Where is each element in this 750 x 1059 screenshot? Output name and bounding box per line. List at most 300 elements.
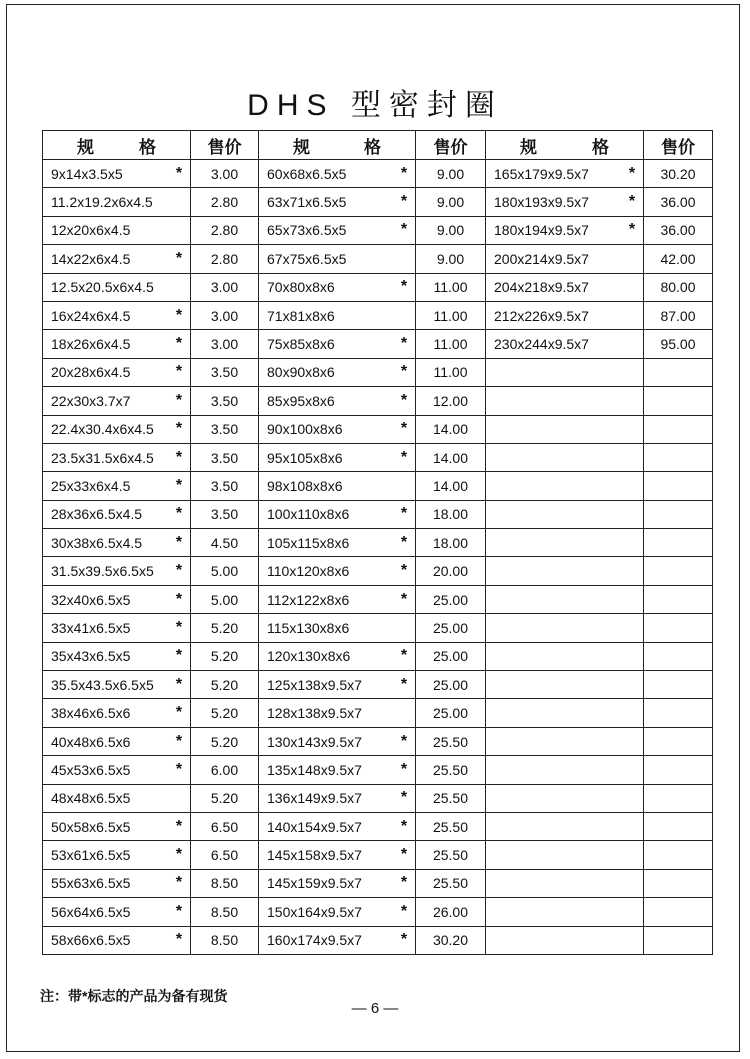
table-row <box>43 699 713 727</box>
stock-star-icon: * <box>175 363 183 381</box>
spec-cell <box>259 841 416 869</box>
price-cell <box>644 841 713 869</box>
price-cell: 9.00 <box>416 245 486 273</box>
table-row <box>43 301 713 329</box>
price-header: 售价 <box>416 131 486 160</box>
price-cell: 18.00 <box>416 500 486 528</box>
table-row <box>43 642 713 670</box>
spec-text: 22.4x30.4x6x4.5 <box>51 421 154 438</box>
price-cell: 42.00 <box>644 245 713 273</box>
price-cell: 2.80 <box>191 216 259 244</box>
price-cell: 6.50 <box>191 812 259 840</box>
stock-star-icon: * <box>175 760 183 778</box>
spec-cell <box>43 898 191 926</box>
price-cell: 25.00 <box>416 699 486 727</box>
price-cell: 6.00 <box>191 756 259 784</box>
spec-cell <box>486 671 644 699</box>
table-row <box>43 585 713 613</box>
spec-cell <box>259 188 416 216</box>
spec-cell <box>43 216 191 244</box>
price-cell: 36.00 <box>644 188 713 216</box>
stock-star-icon: * <box>175 533 183 551</box>
spec-cell <box>43 188 191 216</box>
spec-text: 120x130x8x6 <box>267 648 351 665</box>
spec-text: 130x143x9.5x7 <box>267 733 362 750</box>
spec-cell <box>259 415 416 443</box>
price-cell: 9.00 <box>416 188 486 216</box>
price-cell: 3.50 <box>191 358 259 386</box>
table-row <box>43 160 713 188</box>
spec-text: 25x33x6x4.5 <box>51 477 131 494</box>
spec-cell <box>486 699 644 727</box>
spec-text: 180x193x9.5x7 <box>494 194 589 211</box>
price-cell: 11.00 <box>416 273 486 301</box>
spec-cell <box>43 500 191 528</box>
table-row <box>43 529 713 557</box>
spec-text: 14x22x6x4.5 <box>51 250 131 267</box>
spec-cell <box>43 273 191 301</box>
spec-header: 规 格 <box>259 131 416 160</box>
price-cell: 18.00 <box>416 529 486 557</box>
spec-cell <box>486 529 644 557</box>
spec-text: 20x28x6x4.5 <box>51 364 131 381</box>
table-row <box>43 671 713 699</box>
price-cell <box>644 898 713 926</box>
table-row <box>43 330 713 358</box>
spec-text: 180x194x9.5x7 <box>494 222 589 239</box>
price-cell <box>644 756 713 784</box>
spec-cell <box>259 216 416 244</box>
price-cell: 25.50 <box>416 869 486 897</box>
price-cell <box>644 614 713 642</box>
page-title: DHS 型密封圈 <box>247 89 503 122</box>
spec-cell <box>43 585 191 613</box>
spec-text: 105x115x8x6 <box>267 534 350 551</box>
spec-text: 12.5x20.5x6x4.5 <box>51 279 154 296</box>
spec-cell <box>259 330 416 358</box>
spec-cell <box>43 160 191 188</box>
price-cell <box>644 642 713 670</box>
stock-star-icon: * <box>400 647 408 665</box>
spec-cell <box>486 245 644 273</box>
spec-text: 200x214x9.5x7 <box>494 250 589 267</box>
price-cell <box>644 585 713 613</box>
price-cell: 20.00 <box>416 557 486 585</box>
spec-text: 40x48x6.5x6 <box>51 733 131 750</box>
table-row <box>43 188 713 216</box>
price-cell: 3.00 <box>191 301 259 329</box>
price-cell: 25.00 <box>416 614 486 642</box>
spec-cell <box>486 330 644 358</box>
stock-star-icon: * <box>400 931 408 949</box>
spec-text: 32x40x6.5x5 <box>51 591 131 608</box>
spec-cell <box>486 301 644 329</box>
stock-star-icon: * <box>175 562 183 580</box>
spec-text: 18x26x6x4.5 <box>51 336 131 353</box>
stock-star-icon: * <box>175 164 183 182</box>
price-cell: 30.20 <box>416 926 486 954</box>
spec-text: 53x61x6.5x5 <box>51 847 131 864</box>
stock-star-icon: * <box>400 448 408 466</box>
spec-text: 30x38x6.5x4.5 <box>51 534 143 551</box>
table-row <box>43 273 713 301</box>
price-cell: 5.00 <box>191 557 259 585</box>
spec-text: 9x14x3.5x5 <box>51 165 123 182</box>
price-cell: 25.00 <box>416 642 486 670</box>
stock-star-icon: * <box>175 505 183 523</box>
spec-cell <box>259 358 416 386</box>
price-cell: 5.20 <box>191 784 259 812</box>
spec-cell <box>486 160 644 188</box>
spec-cell <box>43 642 191 670</box>
spec-cell <box>43 812 191 840</box>
price-cell: 3.00 <box>191 160 259 188</box>
spec-cell <box>259 671 416 699</box>
spec-text: 11.2x19.2x6x4.5 <box>51 194 153 211</box>
stock-star-icon: * <box>175 335 183 353</box>
spec-text: 55x63x6.5x5 <box>51 875 131 892</box>
table-row <box>43 216 713 244</box>
spec-text: 12x20x6x4.5 <box>51 222 131 239</box>
price-cell <box>644 671 713 699</box>
stock-note: 注：带*标志的产品为备有现货 <box>40 988 228 1004</box>
price-cell: 9.00 <box>416 160 486 188</box>
spec-cell <box>259 557 416 585</box>
stock-star-icon: * <box>175 618 183 636</box>
spec-header: 规 格 <box>486 131 644 160</box>
stock-star-icon: * <box>175 675 183 693</box>
spec-text: 65x73x6.5x5 <box>267 222 347 239</box>
price-cell: 11.00 <box>416 330 486 358</box>
spec-text: 45x53x6.5x5 <box>51 761 131 778</box>
spec-text: 100x110x8x6 <box>267 506 350 523</box>
spec-text: 58x66x6.5x5 <box>51 932 131 949</box>
spec-text: 110x120x8x6 <box>267 563 350 580</box>
spec-cell <box>259 756 416 784</box>
stock-star-icon: * <box>175 931 183 949</box>
price-cell <box>644 387 713 415</box>
spec-text: 230x244x9.5x7 <box>494 336 589 353</box>
table-row <box>43 898 713 926</box>
spec-cell <box>43 671 191 699</box>
price-cell: 11.00 <box>416 301 486 329</box>
spec-text: 67x75x6.5x5 <box>267 250 347 267</box>
spec-cell <box>43 756 191 784</box>
stock-star-icon: * <box>175 732 183 750</box>
table-row <box>43 358 713 386</box>
stock-star-icon: * <box>400 391 408 409</box>
price-cell: 3.50 <box>191 415 259 443</box>
price-table <box>42 130 713 955</box>
spec-cell <box>259 529 416 557</box>
spec-cell <box>259 160 416 188</box>
stock-star-icon: * <box>175 846 183 864</box>
spec-cell <box>259 699 416 727</box>
spec-text: 70x80x8x6 <box>267 279 335 296</box>
spec-cell <box>486 585 644 613</box>
price-cell: 87.00 <box>644 301 713 329</box>
price-cell: 4.50 <box>191 529 259 557</box>
price-cell <box>644 500 713 528</box>
stock-star-icon: * <box>175 476 183 494</box>
stock-star-icon: * <box>175 902 183 920</box>
spec-cell <box>259 387 416 415</box>
stock-star-icon: * <box>175 306 183 324</box>
spec-cell <box>486 557 644 585</box>
spec-text: 75x85x8x6 <box>267 336 335 353</box>
stock-star-icon: * <box>400 505 408 523</box>
price-cell: 25.50 <box>416 756 486 784</box>
price-header: 售价 <box>191 131 259 160</box>
spec-cell <box>486 642 644 670</box>
table-header-row <box>43 131 713 160</box>
spec-cell <box>259 443 416 471</box>
price-cell: 2.80 <box>191 188 259 216</box>
spec-cell <box>259 301 416 329</box>
table-row <box>43 869 713 897</box>
table-row <box>43 557 713 585</box>
spec-text: 125x138x9.5x7 <box>267 676 362 693</box>
spec-cell <box>486 898 644 926</box>
stock-star-icon: * <box>175 647 183 665</box>
price-cell: 14.00 <box>416 443 486 471</box>
stock-star-icon: * <box>628 221 636 239</box>
price-cell: 36.00 <box>644 216 713 244</box>
spec-text: 90x100x8x6 <box>267 421 343 438</box>
spec-text: 115x130x8x6 <box>267 619 350 636</box>
spec-text: 80x90x8x6 <box>267 364 335 381</box>
spec-cell <box>43 869 191 897</box>
spec-text: 128x138x9.5x7 <box>267 705 362 722</box>
spec-cell <box>486 727 644 755</box>
spec-text: 35.5x43.5x6.5x5 <box>51 676 154 693</box>
spec-text: 28x36x6.5x4.5 <box>51 506 143 523</box>
spec-cell <box>486 812 644 840</box>
price-cell: 6.50 <box>191 841 259 869</box>
price-cell: 5.20 <box>191 614 259 642</box>
stock-star-icon: * <box>400 420 408 438</box>
stock-star-icon: * <box>175 391 183 409</box>
price-cell: 25.50 <box>416 784 486 812</box>
stock-star-icon: * <box>175 590 183 608</box>
table-row <box>43 926 713 954</box>
table-row <box>43 812 713 840</box>
price-cell <box>644 727 713 755</box>
spec-cell <box>43 443 191 471</box>
price-cell: 26.00 <box>416 898 486 926</box>
table-row <box>43 500 713 528</box>
stock-star-icon: * <box>628 164 636 182</box>
price-cell: 3.00 <box>191 330 259 358</box>
spec-text: 112x122x8x6 <box>267 591 350 608</box>
spec-cell <box>486 358 644 386</box>
spec-cell <box>486 841 644 869</box>
price-cell: 25.50 <box>416 841 486 869</box>
spec-text: 31.5x39.5x6.5x5 <box>51 563 154 580</box>
price-cell: 5.20 <box>191 699 259 727</box>
stock-star-icon: * <box>400 335 408 353</box>
stock-star-icon: * <box>175 448 183 466</box>
spec-header: 规 格 <box>43 131 191 160</box>
table-row <box>43 784 713 812</box>
stock-star-icon: * <box>175 249 183 267</box>
spec-text: 33x41x6.5x5 <box>51 619 131 636</box>
spec-cell <box>43 699 191 727</box>
price-cell <box>644 784 713 812</box>
price-cell: 80.00 <box>644 273 713 301</box>
stock-star-icon: * <box>400 760 408 778</box>
spec-text: 71x81x8x6 <box>267 307 335 324</box>
price-cell: 9.00 <box>416 216 486 244</box>
spec-text: 38x46x6.5x6 <box>51 705 131 722</box>
stock-star-icon: * <box>400 533 408 551</box>
price-cell: 25.50 <box>416 727 486 755</box>
spec-text: 136x149x9.5x7 <box>267 790 362 807</box>
stock-star-icon: * <box>628 193 636 211</box>
stock-star-icon: * <box>400 902 408 920</box>
price-cell <box>644 557 713 585</box>
price-cell <box>644 358 713 386</box>
spec-cell <box>259 614 416 642</box>
spec-text: 145x159x9.5x7 <box>267 875 362 892</box>
stock-star-icon: * <box>175 420 183 438</box>
spec-cell <box>259 500 416 528</box>
spec-cell <box>43 784 191 812</box>
spec-cell <box>486 756 644 784</box>
spec-text: 135x148x9.5x7 <box>267 761 362 778</box>
spec-cell <box>259 642 416 670</box>
spec-cell <box>486 784 644 812</box>
price-cell <box>644 926 713 954</box>
stock-star-icon: * <box>400 562 408 580</box>
table-row <box>43 614 713 642</box>
price-cell: 3.00 <box>191 273 259 301</box>
table-row <box>43 472 713 500</box>
spec-cell <box>259 245 416 273</box>
table-row <box>43 727 713 755</box>
spec-cell <box>43 727 191 755</box>
price-cell: 11.00 <box>416 358 486 386</box>
spec-text: 16x24x6x4.5 <box>51 307 131 324</box>
price-cell: 3.50 <box>191 387 259 415</box>
price-cell <box>644 529 713 557</box>
stock-star-icon: * <box>400 363 408 381</box>
spec-text: 150x164x9.5x7 <box>267 903 362 920</box>
spec-cell <box>43 415 191 443</box>
price-cell: 5.20 <box>191 642 259 670</box>
spec-text: 48x48x6.5x5 <box>51 790 131 807</box>
spec-cell <box>486 926 644 954</box>
price-cell <box>644 699 713 727</box>
spec-cell <box>259 472 416 500</box>
stock-star-icon: * <box>400 817 408 835</box>
spec-cell <box>259 869 416 897</box>
price-cell: 14.00 <box>416 415 486 443</box>
table-row <box>43 387 713 415</box>
spec-cell <box>43 301 191 329</box>
page-number: — 6 — <box>351 1000 399 1017</box>
spec-text: 145x158x9.5x7 <box>267 847 362 864</box>
price-cell: 5.00 <box>191 585 259 613</box>
spec-text: 98x108x8x6 <box>267 477 343 494</box>
stock-star-icon: * <box>400 164 408 182</box>
spec-text: 212x226x9.5x7 <box>494 307 589 324</box>
price-header: 售价 <box>644 131 713 160</box>
spec-text: 95x105x8x6 <box>267 449 343 466</box>
spec-text: 204x218x9.5x7 <box>494 279 589 296</box>
price-cell <box>644 812 713 840</box>
price-cell: 8.50 <box>191 869 259 897</box>
table-row <box>43 756 713 784</box>
price-cell: 3.50 <box>191 500 259 528</box>
price-cell <box>644 869 713 897</box>
stock-star-icon: * <box>400 193 408 211</box>
price-cell: 3.50 <box>191 472 259 500</box>
spec-text: 165x179x9.5x7 <box>494 165 589 182</box>
spec-text: 23.5x31.5x6x4.5 <box>51 449 154 466</box>
price-cell: 30.20 <box>644 160 713 188</box>
spec-cell <box>259 926 416 954</box>
spec-cell <box>259 784 416 812</box>
price-cell: 25.50 <box>416 812 486 840</box>
spec-cell <box>486 387 644 415</box>
spec-cell <box>43 387 191 415</box>
spec-cell <box>43 529 191 557</box>
spec-cell <box>486 216 644 244</box>
spec-text: 22x30x3.7x7 <box>51 392 131 409</box>
spec-text: 56x64x6.5x5 <box>51 903 131 920</box>
spec-cell <box>486 869 644 897</box>
price-cell: 3.50 <box>191 443 259 471</box>
stock-star-icon: * <box>400 590 408 608</box>
spec-cell <box>43 614 191 642</box>
price-cell: 95.00 <box>644 330 713 358</box>
spec-cell <box>43 557 191 585</box>
spec-text: 60x68x6.5x5 <box>267 165 347 182</box>
spec-cell <box>43 472 191 500</box>
stock-star-icon: * <box>400 675 408 693</box>
spec-text: 35x43x6.5x5 <box>51 648 131 665</box>
price-cell: 5.20 <box>191 727 259 755</box>
spec-cell <box>259 812 416 840</box>
spec-cell <box>43 841 191 869</box>
spec-cell <box>486 472 644 500</box>
price-cell: 25.00 <box>416 671 486 699</box>
price-cell <box>644 472 713 500</box>
spec-cell <box>486 614 644 642</box>
spec-text: 50x58x6.5x5 <box>51 818 131 835</box>
stock-star-icon: * <box>400 221 408 239</box>
spec-cell <box>259 898 416 926</box>
price-cell: 5.20 <box>191 671 259 699</box>
stock-star-icon: * <box>175 817 183 835</box>
spec-cell <box>43 358 191 386</box>
price-cell: 2.80 <box>191 245 259 273</box>
table-row <box>43 841 713 869</box>
spec-cell <box>259 585 416 613</box>
stock-star-icon: * <box>400 789 408 807</box>
price-cell <box>644 415 713 443</box>
spec-cell <box>486 188 644 216</box>
stock-star-icon: * <box>400 732 408 750</box>
stock-star-icon: * <box>400 278 408 296</box>
spec-cell <box>486 443 644 471</box>
spec-cell <box>259 727 416 755</box>
price-cell <box>644 443 713 471</box>
spec-cell <box>43 330 191 358</box>
spec-text: 160x174x9.5x7 <box>267 932 362 949</box>
spec-cell <box>43 245 191 273</box>
